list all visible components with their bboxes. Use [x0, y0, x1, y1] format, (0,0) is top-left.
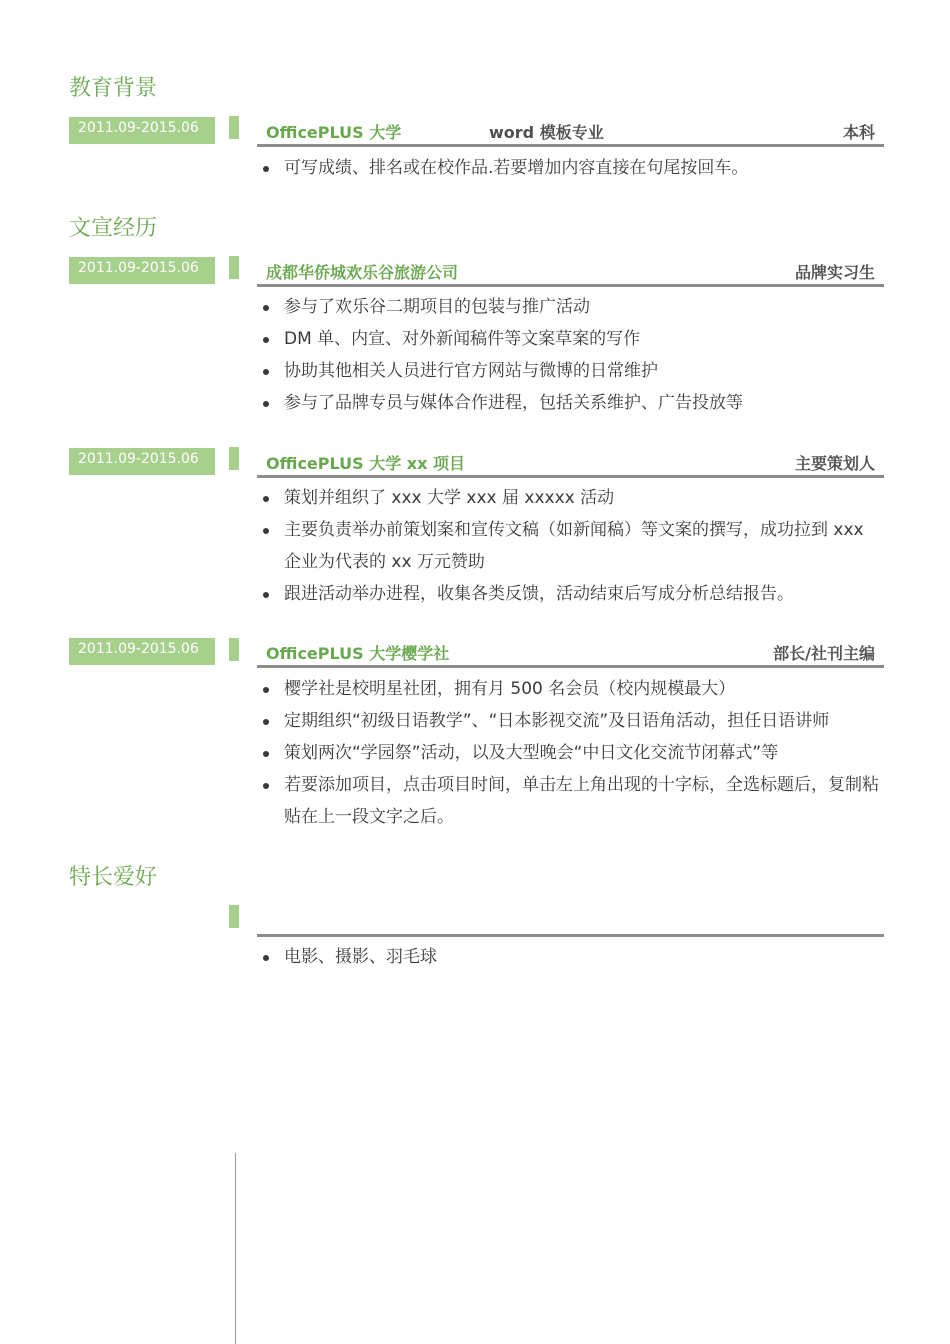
divider-line: [235, 1153, 236, 1344]
list-item: 樱学社是校明星社团，拥有月 500 名会员（校内规模最大）: [257, 673, 882, 705]
entry-role: 品牌实习生: [794, 263, 875, 282]
entry-role: 部长/社刊主编: [773, 644, 875, 663]
bullet-list: [257, 673, 882, 833]
list-item: 定期组织“初级日语教学”、“日本影视交流”及日语角活动，担任日语讲师: [257, 705, 882, 737]
bullet-list: [257, 941, 882, 973]
entry-marker: [229, 638, 239, 661]
date-badge: 2011.09-2015.06: [69, 638, 215, 665]
entry-organization: OfficePLUS 大学: [266, 123, 402, 142]
section-title-experience: 文宣经历: [69, 216, 158, 241]
list-item: 参与了欢乐谷二期项目的包装与推广活动: [257, 291, 882, 323]
date-badge: 2011.09-2015.06: [69, 117, 215, 144]
list-item: 可写成绩、排名或在校作品.若要增加内容直接在句尾按回车。: [257, 152, 882, 184]
entry-marker: [229, 905, 239, 928]
entry-degree: 本科: [842, 123, 875, 142]
date-badge: 2011.09-2015.06: [69, 448, 215, 475]
entry-marker: [229, 447, 239, 470]
entry-marker: [229, 116, 239, 139]
list-item: 跟进活动举办进程，收集各类反馈，活动结束后写成分析总结报告。: [257, 578, 882, 610]
section-title-education: 教育背景: [69, 76, 158, 101]
entry-header: [257, 117, 884, 147]
date-badge: 2011.09-2015.06: [69, 257, 215, 284]
entry-header: [257, 907, 884, 937]
entry-header: [257, 448, 884, 478]
bullet-list: [257, 152, 882, 184]
list-item: 协助其他相关人员进行官方网站与微博的日常维护: [257, 355, 882, 387]
list-item: 主要负责举办前策划案和宣传文稿（如新闻稿）等文案的撰写，成功拉到 xxx 企业为代表的 xx 万元赞助: [257, 514, 882, 578]
entry-organization: OfficePLUS 大学樱学社: [266, 644, 450, 663]
list-item: DM 单、内宣、对外新闻稿件等文案草案的写作: [257, 323, 882, 355]
entry-role: 主要策划人: [794, 454, 875, 473]
bullet-list: [257, 482, 882, 610]
entry-organization: 成都华侨城欢乐谷旅游公司: [266, 263, 459, 282]
list-item: 策划两次“学园祭”活动，以及大型晚会“中日文化交流节闭幕式”等: [257, 737, 882, 769]
entry-header: [257, 257, 884, 287]
section-title-hobbies: 特长爱好: [69, 865, 158, 890]
entry-header: [257, 638, 884, 668]
list-item: 电影、摄影、羽毛球: [257, 941, 882, 973]
bullet-list: [257, 291, 882, 419]
entry-marker: [229, 256, 239, 279]
list-item: 策划并组织了 xxx 大学 xxx 届 xxxxx 活动: [257, 482, 882, 514]
list-item: 参与了品牌专员与媒体合作进程，包括关系维护、广告投放等: [257, 387, 882, 419]
entry-major: word 模板专业: [489, 123, 604, 142]
entry-organization: OfficePLUS 大学 xx 项目: [266, 454, 466, 473]
list-item: 若要添加项目，点击项目时间，单击左上角出现的十字标，全选标题后，复制粘贴在上一段文字之后。: [257, 769, 882, 833]
